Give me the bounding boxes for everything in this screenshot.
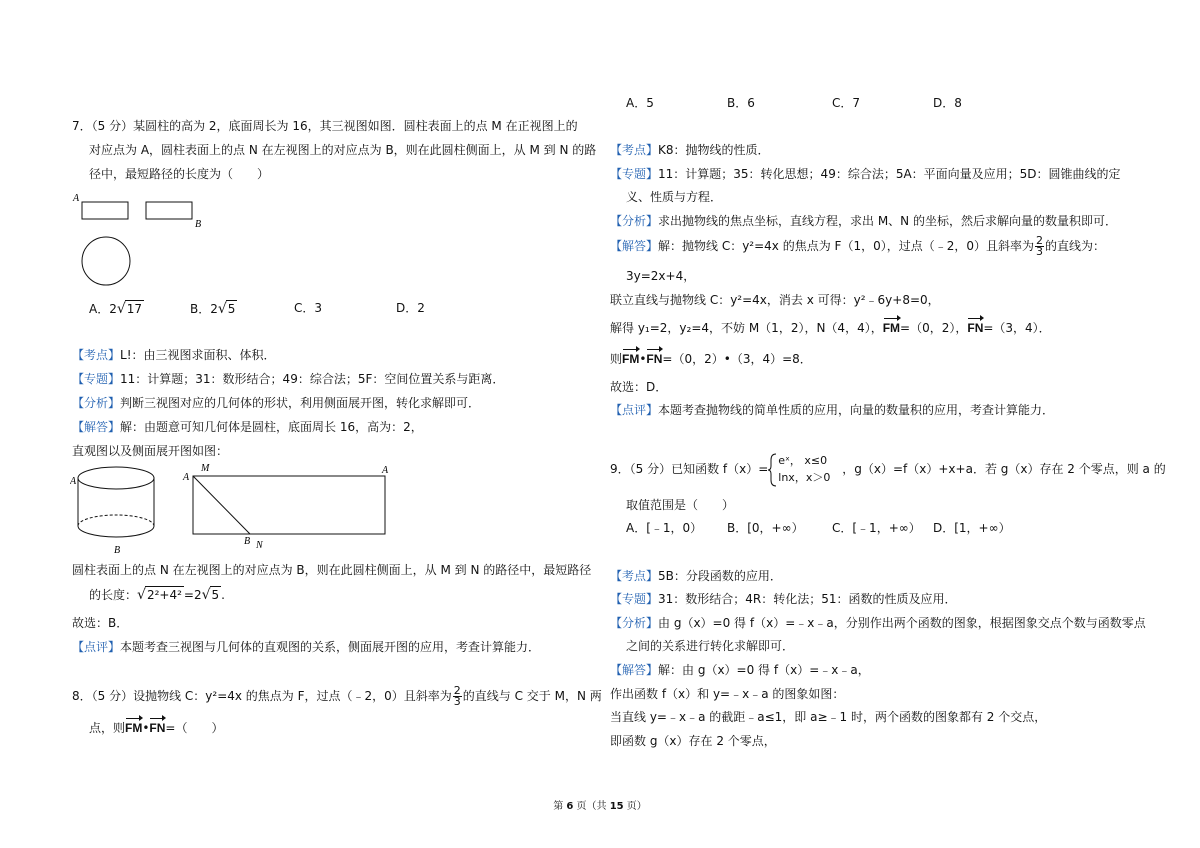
jieda-tag: 【解答】	[610, 663, 659, 677]
fenxi-tag: 【分析】	[610, 214, 659, 228]
zhuanti-tag: 【专题】	[610, 592, 659, 606]
jieda-line	[610, 662, 870, 678]
cylinder-bottom-front	[78, 526, 154, 537]
choice-7: 故选：B．	[72, 616, 129, 630]
footer-post: 页）	[623, 801, 647, 812]
q7-option-b	[190, 300, 237, 317]
sol-line3: 即函数 g（x）存在 2 个零点，	[610, 734, 776, 748]
zhuanti-tag: 【专题】	[610, 167, 659, 181]
eq3	[610, 320, 1051, 336]
radical-sign: √	[201, 587, 211, 603]
kaodian-tag: 【考点】	[72, 348, 121, 362]
fenxi-line	[610, 615, 1146, 631]
zhuanti-text: 31：数形结合；4R：转化法；51：函数的性质及应用．	[658, 592, 957, 606]
fenxi-tag: 【分析】	[610, 616, 659, 630]
dianping-line	[610, 402, 1054, 418]
footer-pre: 第	[553, 801, 567, 812]
q7-option-c: C．3	[294, 301, 323, 315]
vector-fn: FN	[967, 321, 984, 335]
radical-sign: √	[217, 301, 227, 317]
q8-line2-pre: 点，则	[89, 721, 126, 735]
cylinder-and-net-figure	[70, 460, 400, 560]
q9-line1-post: ，g（x）=f（x）+x+a．若 g（x）存在 2 个零点，则 a 的	[842, 462, 1166, 476]
figure-intro: 直观图以及侧面展开图如图：	[72, 444, 229, 458]
net-label-a-left: A	[183, 472, 190, 483]
cyl-label-b: B	[114, 545, 121, 556]
q9-option-b: B．[0，+∞）	[727, 521, 804, 535]
option-b-prefix: B．2	[190, 302, 218, 316]
q8-option-d: D．8	[933, 96, 962, 110]
fraction	[453, 686, 462, 707]
option-a-prefix: A．2	[89, 302, 117, 316]
q9-option-d: D．[1，+∞）	[933, 521, 1011, 535]
top-view-circle	[82, 237, 130, 285]
kaodian-text: L!：由三视图求面积、体积．	[120, 348, 276, 362]
side-view-rect	[146, 202, 192, 219]
jieda-line	[610, 236, 1105, 257]
jieda-text: 解：由题意可知几何体是圆柱，底面周长 16，高为：2，	[120, 420, 423, 434]
jieda-pre: 解：抛物线 C：y²=4x 的焦点为 F（1，0），过点（﹣2，0）且斜率为	[658, 239, 1034, 253]
label-b: B	[195, 219, 202, 230]
q8-option-c: C．7	[832, 96, 861, 110]
zhuanti-text: 11：计算题；31：数形结合；49：综合法；5F：空间位置关系与距离．	[120, 372, 505, 386]
q9-line2: 取值范围是（ ）	[626, 498, 735, 512]
option-b-radicand: 5	[227, 302, 236, 316]
label-a: A	[73, 193, 80, 204]
eq4	[610, 351, 812, 367]
jieda-tag: 【解答】	[610, 239, 659, 253]
footer-mid: 页（共	[573, 801, 610, 812]
vector-fm: FM	[882, 321, 901, 335]
zhuanti-line2: 义、性质与方程．	[626, 190, 723, 204]
dianping-tag: 【点评】	[610, 403, 659, 417]
cyl-label-a: A	[70, 476, 77, 487]
cylinder-top	[78, 467, 154, 489]
cont2-equals: =2	[183, 588, 202, 602]
dot-operator: •	[639, 352, 647, 366]
total-pages: 15	[609, 801, 624, 812]
net-label-a-right: A	[382, 465, 389, 476]
net-label-n: N	[256, 540, 263, 551]
eq2: 联立直线与抛物线 C：y²=4x，消去 x 可得：y²﹣6y+8=0，	[610, 293, 940, 307]
dianping-tag: 【点评】	[72, 640, 121, 654]
fenxi-tag: 【分析】	[72, 396, 121, 410]
front-view-rect	[82, 202, 128, 219]
q7-line1: 7．（5 分）某圆柱的高为 2，底面周长为 16，其三视图如图．圆柱表面上的点 M 在正视图上的	[72, 119, 578, 133]
vector-fn: FN	[646, 352, 663, 366]
eq3-pre: 解得 y₁=2，y₂=4，不妨 M（1，2），N（4，4），	[610, 321, 883, 335]
vector-fn: FN	[149, 721, 166, 735]
cont-line2	[89, 586, 225, 603]
page-footer	[0, 799, 1200, 815]
sol-line1: 作出函数 f（x）和 y=﹣x﹣a 的图象如图：	[610, 687, 845, 701]
fenxi-text: 判断三视图对应的几何体的形状，利用侧面展开图，转化求解即可．	[120, 396, 481, 410]
cont-line1: 圆柱表面上的点 N 在左视图上的对应点为 B，则在此圆柱侧面上，从 M 到 N 的路径中，最短路径	[72, 563, 592, 577]
jieda-tag: 【解答】	[72, 420, 121, 434]
piece-2: lnx，x＞0	[778, 470, 831, 484]
page-number: 6	[566, 801, 574, 812]
three-view-figure	[70, 190, 220, 290]
q9-option-a: A．[﹣1，0）	[626, 521, 703, 535]
piecewise-function	[768, 452, 842, 488]
zhuanti-tag: 【专题】	[72, 372, 121, 386]
eq4-pre: 则	[610, 352, 623, 366]
net-label-b: B	[244, 536, 251, 547]
fenxi-text: 由 g（x）=0 得 f（x）=﹣x﹣a，分别作出两个函数的图象，根据图象交点个数与函数零点	[658, 616, 1146, 630]
zhuanti-line	[610, 591, 957, 607]
eq4-post: =（0，2）•（3，4）=8．	[662, 352, 812, 366]
vector-fm: FM	[125, 721, 143, 735]
fenxi-line2: 之间的关系进行转化求解即可．	[626, 639, 795, 653]
cont2-prefix: 的长度：	[89, 588, 138, 602]
fenxi-line	[72, 395, 480, 411]
kaodian-line	[72, 347, 276, 363]
cont2-radicand: 2²+4²	[146, 588, 182, 602]
q9-line1-pre: 9．（5 分）已知函数 f（x）=	[610, 462, 769, 476]
fraction-numerator: 2	[1036, 234, 1043, 247]
q9-line1	[610, 451, 1166, 487]
q8-line1	[72, 686, 602, 707]
jieda-post: 的直线为：	[1045, 239, 1106, 253]
option-a-radicand: 17	[126, 302, 143, 316]
kaodian-text: K8：抛物线的性质．	[658, 143, 770, 157]
q7-line2: 对应点为 A，圆柱表面上的点 N 在左视图上的对应点为 B，则在此圆柱侧面上，从 M 到 N 的路	[89, 143, 597, 157]
q8-option-b: B．6	[727, 96, 755, 110]
fraction-numerator: 2	[453, 684, 461, 697]
q7-option-d: D．2	[396, 301, 425, 315]
net-diagonal	[193, 476, 250, 534]
cylinder-bottom-back	[78, 515, 154, 526]
q9-option-c: C．[﹣1，+∞）	[832, 521, 921, 535]
kaodian-text: 5B：分段函数的应用．	[658, 569, 782, 583]
radical-sign: √	[137, 587, 146, 603]
dianping-text: 本题考查三视图与几何体的直观图的关系，侧面展开图的应用，考查计算能力．	[120, 640, 541, 654]
jieda-line	[72, 419, 423, 435]
q7-line3: 径中，最短路径的长度为（ ）	[89, 167, 270, 181]
zhuanti-line	[610, 166, 1121, 182]
fraction-denominator: 3	[453, 695, 461, 708]
kaodian-line	[610, 568, 782, 584]
jieda-text: 解：由 g（x）=0 得 f（x）=﹣x﹣a，	[658, 663, 870, 677]
eq3-mid: =（0，2），	[900, 321, 968, 335]
fenxi-text: 求出抛物线的焦点坐标，直线方程，求出 M、N 的坐标，然后求解向量的数量积即可．	[658, 214, 1117, 228]
eq1: 3y=2x+4，	[626, 269, 696, 283]
zhuanti-text: 11：计算题；35：转化思想；49：综合法；5A：平面向量及应用；5D：圆锥曲线的定	[658, 167, 1121, 181]
kaodian-line	[610, 142, 770, 158]
sol-line2: 当直线 y=﹣x﹣a 的截距﹣a≤1，即 a≥﹣1 时，两个函数的图象都有 2 个交点，	[610, 710, 1047, 724]
cont2-end: .	[221, 588, 225, 602]
q8-line1-pre: 8．（5 分）设抛物线 C：y²=4x 的焦点为 F，过点（﹣2，0）且斜率为	[72, 689, 452, 703]
fraction	[1035, 236, 1044, 257]
cont2-radicand2: 5	[211, 588, 220, 602]
q8-line2-post: =（ ）	[165, 721, 224, 735]
q8-option-a: A．5	[626, 96, 654, 110]
q8-line2	[89, 720, 223, 736]
vector-fm: FM	[622, 352, 640, 366]
q7-option-a	[89, 300, 144, 317]
zhuanti-line	[72, 371, 504, 387]
kaodian-tag: 【考点】	[610, 569, 659, 583]
eq3-end: =（3，4）．	[983, 321, 1051, 335]
q8-line1-post: 的直线与 C 交于 M，N 两	[462, 689, 602, 703]
net-label-m: M	[201, 463, 210, 474]
dianping-text: 本题考查抛物线的简单性质的应用，向量的数量积的应用，考查计算能力．	[658, 403, 1055, 417]
dot-operator: •	[142, 721, 150, 735]
fenxi-line	[610, 213, 1117, 229]
radical-sign: √	[116, 301, 126, 317]
kaodian-tag: 【考点】	[610, 143, 659, 157]
choice-8: 故选：D．	[610, 380, 668, 394]
fraction-denominator: 3	[1036, 245, 1043, 258]
dianping-line	[72, 639, 540, 655]
piece-1: eˣ， x≤0	[778, 453, 828, 467]
